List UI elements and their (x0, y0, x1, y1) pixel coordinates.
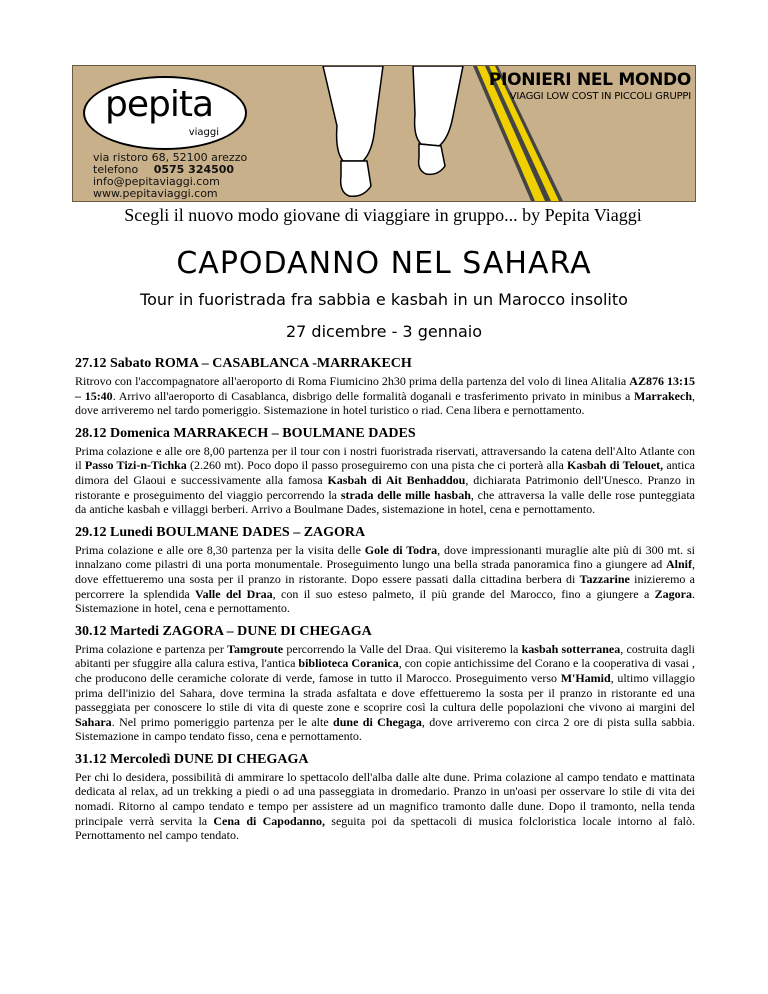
day-heading: 31.12 Mercoledì DUNE DI CHEGAGA (75, 751, 309, 767)
logo-name: pepita (105, 84, 214, 125)
contact-phone-label: telefono (93, 163, 139, 176)
day-heading: 30.12 Martedi ZAGORA – DUNE DI CHEGAGA (75, 623, 372, 639)
contact-web: www.pepitaviaggi.com (93, 187, 218, 200)
contact-phone: 0575 324500 (153, 163, 235, 176)
itinerary-day (75, 752, 695, 843)
itinerary-day (75, 426, 695, 517)
contact-block (93, 152, 247, 200)
logo-sub: viaggi (188, 127, 219, 138)
itinerary-day (75, 624, 695, 744)
itinerary-day (75, 356, 695, 418)
day-heading: 27.12 Sabato ROMA – CASABLANCA -MARRAKECH (75, 356, 412, 371)
tagline-subtitle: VIAGGI LOW COST IN PICCOLI GRUPPI (509, 91, 691, 102)
slogan: Scegli il nuovo modo giovane di viaggiare in gruppo... by Pepita Viaggi (124, 205, 642, 225)
contact-address: via ristoro 68, 52100 arezzo (93, 151, 248, 164)
page-title: CAPODANNO NEL SAHARA (176, 246, 592, 281)
header-banner (72, 65, 696, 202)
day-text: Prima colazione e partenza per Tamgroute percorrendo la Valle del Draa. Qui visiteremo la kasbah sotterranea, costruita dagli abitanti per sfuggire alla calura estiva, l'antica biblioteca Coranica, con copie antichissime del Corano e la cooperativa di vasai , che producono delle ceramiche colorate di verde, famose in tutto il Marocco. Proseguimento verso M'Hamid, ultimo villaggio prima dell'inizio del Sahara, dove termina la strada asfaltata e dove effettueremo la sosta per il pranzo in ristorante ed una passeggiata per conoscere lo stile di vita di queste zone e scoprire così la cultura delle popolazioni che vivono ai margini del Sahara. Nel primo pomeriggio partenza per le alte dune di Chegaga, dove arriveremo con circa 2 ore di pista sulla sabbia. Sistemazione in campo tendato fisso, cena e pernottamento. (75, 641, 695, 744)
day-text: Per chi lo desidera, possibilità di ammirare lo spettacolo dell'alba dalle alte dune. Prima colazione al campo tendato e mattinata dedicata al relax, ad un trekking a piedi o ad una passeggiata in dromedario. Pranzo in un'oasi per osservare lo stile di vita dei nomadi. Ritorno al campo tendato e tempo per assistere ad un magnifico tramonto dalle dune. Dopo il tramonto, nella tenda principale verrà servita la Cena di Capodanno, seguita poi da spettacoli di musica folcloristica locale intorno al falò. Pernottamento nel campo tendato. (75, 769, 695, 843)
day-heading: 28.12 Domenica MARRAKECH – BOULMANE DADES (75, 425, 416, 441)
day-heading: 29.12 Lunedi BOULMANE DADES – ZAGORA (75, 524, 366, 540)
itinerary (75, 356, 695, 851)
day-text: Prima colazione e alle ore 8,30 partenza per la visita delle Gole di Todra, dove impressionanti muraglie alte più di 300 mt. si innalzano come pilastri di una porta monumentale. Proseguimento lungo una bella strada panoramica fino a giungere ad Alnif, dove effettueremo una sosta per il pranzo in ristorante. Dopo essere passati dalla cittadina berbera di Tazzarine inizieremo a percorrere la splendida Valle del Draa, con il suo esteso palmeto, il più grande del Marocco, fino a giungere a Zagora. Sistemazione in hotel, cena e pernottamento. (75, 542, 696, 616)
day-text: Ritrovo con l'accompagnatore all'aeroporto di Roma Fiumicino 2h30 prima della partenza del volo di linea Alitalia AZ876 13:15 – 15:40. Arrivo all'aeroporto di Casablanca, disbrigo delle formalità doganali e trasferimento privato in minibus a Marrakech, dove arriveremo nel tardo pomeriggio. Sistemazione in hotel turistico o riad. Cena libera e pernottamento. (75, 374, 695, 418)
trip-dates: 27 dicembre - 3 gennaio (285, 322, 483, 341)
itinerary-day (75, 525, 695, 616)
page-subtitle: Tour in fuoristrada fra sabbia e kasbah in un Marocco insolito (140, 290, 628, 309)
contact-email: info@pepitaviaggi.com (93, 175, 220, 188)
day-text: Prima colazione e alle ore 8,00 partenza per il tour con i nostri fuoristrada riservati, attraversando la catena dell'Alto Atlante con il Passo Tizi-n-Tichka (2.260 mt). Poco dopo il passo proseguiremo con una pista che ci porterà alla Kasbah di Telouet, antica dimora del Glaoui e successivamente alla famosa Kasbah di Ait Benhaddou, dichiarata Patrimonio dell'Unesco. Pranzo in ristorante e proseguimento del viaggio percorrendo la strada delle mille hasbah, che attraversa la valle delle rose punteggiata da antiche kasbah e villaggi berberi. Arrivo a Boulmane Dades, sistemazione in hotel, cena e pernottamento. (75, 443, 696, 517)
tagline-title: PIONIERI NEL MONDO (488, 70, 691, 90)
pepita-logo (83, 76, 247, 150)
